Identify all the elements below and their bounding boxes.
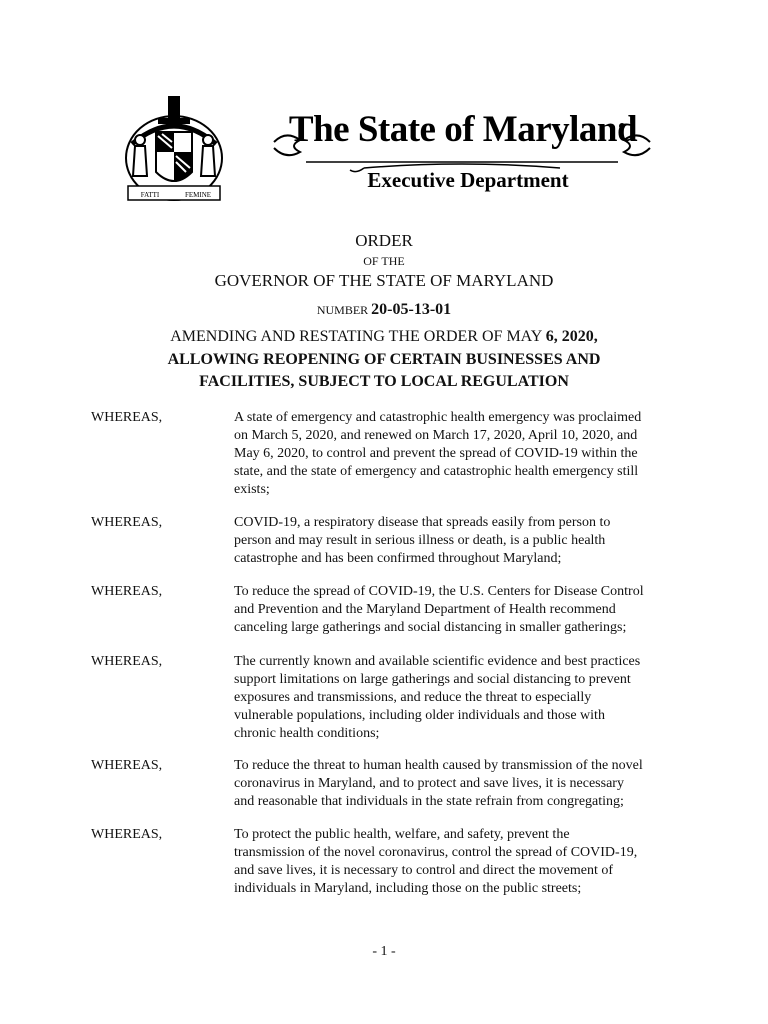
clause-line: person and may result in serious illness or death, is a public health — [234, 533, 606, 548]
clause-lead: WHEREAS, — [91, 827, 163, 842]
clause-line: chronic health conditions; — [234, 726, 380, 741]
department-title: Executive Department — [367, 168, 569, 192]
clause-line: and Prevention and the Maryland Department of Health recommend — [234, 602, 616, 617]
clause-line: support limitations on large gatherings and social distancing to prevent — [234, 672, 631, 687]
page-number: - 1 - — [372, 944, 396, 959]
clause-line: The currently known and available scientific evidence and best practices — [234, 654, 641, 669]
clause-line: To reduce the spread of COVID-19, the U.S. Centers for Disease Control — [234, 584, 644, 599]
clause-line: and reasonable that individuals in the state refrain from congregating; — [234, 794, 624, 809]
clause-line: To protect the public health, welfare, and safety, prevent the — [234, 827, 570, 842]
clause-line: vulnerable populations, including older individuals and those with — [234, 708, 605, 723]
clause-body — [234, 514, 682, 568]
masthead-title: The State of Maryland — [288, 109, 638, 150]
title-line-1-prefix: AMENDING AND RESTATING THE ORDER OF MAY — [170, 328, 546, 345]
clause-body — [234, 583, 682, 637]
of-the-heading: OF THE — [363, 254, 405, 268]
number-value: 20-05-13-01 — [371, 301, 452, 318]
order-heading: ORDER — [355, 231, 413, 250]
clause-lead: WHEREAS, — [91, 584, 163, 599]
clause-lead: WHEREAS, — [91, 758, 163, 773]
clause-line: exists; — [234, 482, 270, 497]
clause-lead: WHEREAS, — [91, 654, 163, 669]
order-title-line-2: ALLOWING REOPENING OF CERTAIN BUSINESSES AND — [167, 351, 601, 368]
clause-line: A state of emergency and catastrophic health emergency was proclaimed — [234, 410, 642, 425]
order-number — [0, 301, 768, 319]
clause-line: exposures and transmissions, and reduce the threat to especially — [234, 690, 592, 705]
title-line-1-date: 6, 2020, — [545, 328, 598, 345]
clause-body — [234, 826, 682, 898]
clause-line: May 6, 2020, to control and prevent the spread of COVID-19 within the — [234, 446, 638, 461]
seal-motto-left: FATTI — [140, 191, 160, 199]
clause-body — [234, 757, 682, 811]
clause-line: COVID-19, a respiratory disease that spreads easily from person to — [234, 515, 611, 530]
clause-line: catastrophe and has been confirmed throughout Maryland; — [234, 551, 562, 566]
clause-line: on March 5, 2020, and renewed on March 17, 2020, April 10, 2020, and — [234, 428, 638, 443]
clause-body — [234, 653, 682, 743]
clause-line: To reduce the threat to human health caused by transmission of the novel — [234, 758, 643, 773]
letterhead — [118, 92, 658, 210]
number-label: NUMBER — [316, 303, 369, 317]
clause-line: canceling large gatherings and social distancing in smaller gatherings; — [234, 620, 627, 635]
maryland-seal-icon — [118, 92, 230, 208]
clause-line: individuals in Maryland, including those on the public streets; — [234, 881, 582, 896]
clause-lead: WHEREAS, — [91, 410, 163, 425]
order-title-line-1 — [0, 328, 768, 346]
clause-line: state, and the state of emergency and catastrophic health emergency still — [234, 464, 639, 479]
clause-line: and save lives, it is necessary to control and direct the movement of — [234, 863, 614, 878]
clause-lead: WHEREAS, — [91, 515, 163, 530]
seal-motto-right: FEMINE — [184, 191, 212, 199]
governor-heading: GOVERNOR OF THE STATE OF MARYLAND — [214, 271, 554, 290]
order-title-line-3: FACILITIES, SUBJECT TO LOCAL REGULATION — [199, 373, 569, 390]
clause-line: transmission of the novel coronavirus, control the spread of COVID-19, — [234, 845, 638, 860]
clause-line: coronavirus in Maryland, and to protect and save lives, it is necessary — [234, 776, 624, 791]
clause-body — [234, 409, 682, 499]
